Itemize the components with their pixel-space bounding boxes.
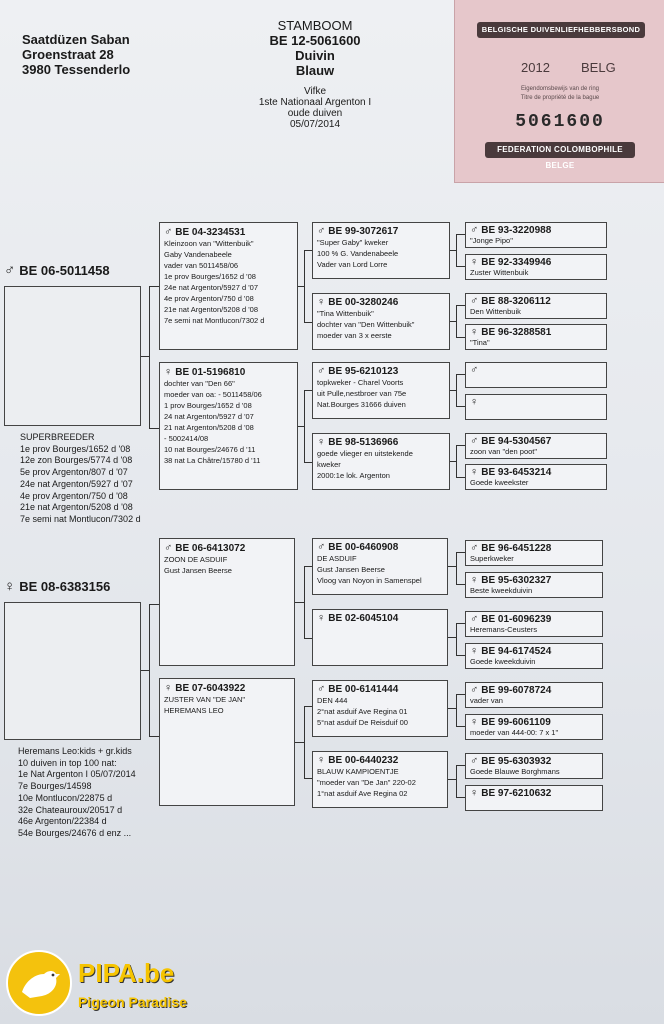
connector (149, 736, 159, 737)
subject-achievement: 1ste Nationaal Argenton I (258, 97, 372, 108)
gen4-box (465, 222, 607, 248)
pedigree-line: 1e prov Bourges/1652 d '08 (164, 272, 256, 281)
dam-record: 7e Bourges/14598 (18, 781, 92, 792)
connector (456, 797, 465, 798)
pedigree-line: moeder van 3 x eerste (317, 331, 392, 340)
pedigree-line: Beste kweekduivin (470, 586, 533, 595)
subject-color: Blauw (295, 63, 335, 78)
pedigree-line: 7e semi nat Montlucon/7302 d (164, 316, 265, 325)
connector (456, 374, 457, 406)
male-icon: ♂ (470, 364, 479, 376)
pedigree-header (220, 18, 410, 130)
gen4-box (465, 682, 603, 708)
pedigree-line: Heremans-Ceusters (470, 625, 538, 634)
subject-date: 05/07/2014 (289, 119, 341, 130)
male-icon: ♂ (4, 262, 16, 279)
gen3-box (312, 538, 448, 595)
female-icon: ♀ (164, 366, 173, 378)
ring-number: BE 96-6451228 (481, 543, 552, 554)
male-icon: ♂ (470, 613, 479, 625)
gen3-box (312, 680, 448, 737)
owner-name: Saatdüzen Saban (22, 32, 130, 47)
connector (456, 337, 465, 338)
subject-ring: BE 12-5061600 (269, 33, 361, 48)
connector (456, 765, 465, 766)
ring-number: BE 95-6210123 (328, 366, 399, 377)
ring-number: BE 94-5304567 (481, 436, 552, 447)
gen2-box-sire-dam (159, 362, 298, 490)
pedigree-line: Nat.Bourges 31666 duiven (317, 400, 406, 409)
pigeon-icon (6, 950, 72, 1016)
sire-heading (4, 262, 110, 280)
pedigree-line: topkweker - Charel Voorts (317, 378, 404, 387)
male-icon: ♂ (470, 542, 479, 554)
connector (304, 706, 312, 707)
pedigree-line: vader van 5011458/06 (164, 261, 239, 270)
female-icon: ♀ (470, 716, 479, 728)
sire-photo-frame (4, 286, 141, 426)
ring-number: BE 00-6460908 (328, 542, 399, 553)
female-icon: ♀ (4, 578, 16, 595)
male-icon: ♂ (317, 541, 326, 553)
connector (456, 694, 457, 726)
connector (456, 477, 465, 478)
owner-street: Groenstraat 28 (22, 47, 114, 62)
dam-record: 54e Bourges/24676 d enz ... (18, 827, 132, 838)
certificate-line2: Titre de propriété de la bague (520, 95, 600, 101)
pedigree-line: moeder van 444-00: 7 x 1" (470, 728, 559, 737)
connector (141, 670, 149, 671)
connector (304, 778, 312, 779)
female-icon: ♀ (317, 436, 326, 448)
gen4-box (465, 572, 603, 598)
ring-number: BE 01-5196810 (175, 367, 246, 378)
gen4-box (465, 785, 603, 811)
connector (149, 286, 159, 287)
male-icon: ♂ (317, 365, 326, 377)
gen2-box-sire-sire (159, 222, 298, 350)
certificate-year: 2012 (521, 60, 550, 75)
dam-record: 46e Argenton/22384 d (18, 816, 107, 827)
pedigree-line: BLAUW KAMPIOENTJE (317, 767, 399, 776)
pedigree-line: 10 nat Bourges/24676 d '11 (164, 445, 256, 454)
pedigree-line: 1 prov Bourges/1652 d '08 (164, 401, 252, 410)
dam-record: 10 duiven in top 100 nat: (18, 757, 117, 768)
male-icon: ♂ (470, 755, 479, 767)
subject-name: Vifke (303, 86, 327, 97)
pedigree-line: goede vlieger en uitstekende (317, 449, 413, 458)
female-icon: ♀ (470, 466, 479, 478)
connector (304, 566, 305, 638)
dam-record: Heremans Leo:kids + gr.kids (18, 746, 132, 756)
ring-number: BE 00-3280246 (328, 297, 399, 308)
certificate-line1: Eigendomsbewijs van de ring (520, 86, 600, 92)
pedigree-line: Gust Jansen Beerse (164, 566, 232, 575)
connector (456, 406, 465, 407)
male-icon: ♂ (470, 224, 479, 236)
connector (456, 552, 457, 584)
connector (456, 445, 457, 477)
female-icon: ♀ (470, 396, 479, 408)
connector (456, 305, 457, 337)
sire-record: 1e prov Bourges/1652 d '08 (20, 443, 131, 454)
gen2-box-dam-dam (159, 678, 295, 806)
logo-tagline: Pigeon Paradise (78, 994, 187, 1010)
pedigree-line: Gust Jansen Beerse (317, 565, 385, 574)
connector (149, 604, 159, 605)
male-icon: ♂ (164, 542, 173, 554)
pedigree-line: 1°nat asduif Ave Regina 02 (317, 789, 408, 798)
connector (295, 602, 304, 603)
dam-record: 1e Nat Argenton I 05/07/2014 (18, 769, 136, 780)
ring-number: BE 07-6043922 (175, 683, 246, 694)
ring-number: BE 95-6303932 (481, 756, 552, 767)
ring-number: BE 88-3206112 (481, 296, 551, 307)
pedigree-line: 38 nat La Châtre/15780 d '11 (164, 456, 261, 465)
pedigree-line: 21e nat Argenton/5208 d '08 (164, 305, 259, 314)
connector (149, 604, 150, 736)
connector (304, 462, 312, 463)
ring-number: BE 01-6096239 (481, 614, 552, 625)
female-icon: ♀ (470, 787, 479, 799)
ring-number: BE 02-6045104 (328, 613, 399, 624)
gen3-box (312, 751, 448, 808)
gen3-box (312, 293, 450, 350)
connector (456, 234, 465, 235)
connector (456, 445, 465, 446)
pedigree-line: Gaby Vandenabeele (164, 250, 232, 259)
ring-number: BE 99-6061109 (481, 717, 551, 728)
female-icon: ♀ (470, 326, 479, 338)
gen4-box (465, 464, 607, 490)
ring-number: BE 95-6302327 (481, 575, 552, 586)
pedigree-line: - 5002414/08 (164, 434, 209, 443)
male-icon: ♂ (317, 683, 326, 695)
gen3-box (312, 362, 450, 419)
gen4-box (465, 324, 607, 350)
logo-brand: PIPA.be (78, 958, 175, 988)
male-icon: ♂ (470, 684, 479, 696)
ring-number: BE 96-3288581 (481, 327, 552, 338)
pedigree-line: moeder van oa: - 5011458/06 (164, 390, 262, 399)
dam-record: 10e Montlucon/22875 d (18, 792, 113, 803)
sire-record: 21e nat Argenton/5208 d '08 (20, 502, 133, 513)
connector (304, 706, 305, 778)
certificate-bottom-banner: FEDERATION COLOMBOPHILE BELGE (485, 142, 635, 158)
sire-record: SUPERBREEDER (20, 432, 95, 442)
connector (456, 623, 457, 655)
dam-heading (4, 578, 110, 596)
dam-photo-frame (4, 602, 141, 740)
sire-record: 4e prov Argenton/750 d '08 (20, 490, 128, 501)
ring-number: BE 94-6174524 (481, 646, 552, 657)
ring-number: BE 93-3220988 (481, 225, 552, 236)
pedigree-line: 21 nat Argenton/5208 d '08 (164, 423, 254, 432)
gen4-box (465, 362, 607, 388)
female-icon: ♀ (317, 754, 326, 766)
male-icon: ♂ (470, 295, 479, 307)
pedigree-line: dochter van "Den Wittenbuik" (317, 320, 415, 329)
sire-records (20, 432, 141, 526)
pedigree-line: ZUSTER VAN "DE JAN" (164, 695, 246, 704)
gen4-box (465, 643, 603, 669)
certificate-number: 5061600 (515, 112, 605, 132)
owner-city: 3980 Tessenderlo (22, 62, 131, 77)
sire-record: 5e prov Argenton/807 d '07 (20, 467, 128, 478)
pedigree-line: ZOON DE ASDUIF (164, 555, 228, 564)
pedigree-line: Goede kweekster (470, 478, 529, 487)
gen3-box (312, 222, 450, 279)
connector (456, 694, 465, 695)
sire-record: 7e semi nat Montlucon/7302 d (20, 513, 141, 524)
connector (456, 655, 465, 656)
page-title: STAMBOOM (277, 18, 353, 33)
subject-category: oude duiven (287, 108, 343, 119)
gen4-box (465, 611, 603, 637)
connector (456, 374, 465, 375)
gen4-box (465, 714, 603, 740)
female-icon: ♀ (470, 256, 479, 268)
pedigree-line: Kleinzoon van "Wittenbuik" (164, 239, 254, 248)
connector (304, 322, 312, 323)
connector (304, 566, 312, 567)
pedigree-line: "Tina Wittenbuik" (317, 309, 374, 318)
pedigree-line: 2°nat asduif Ave Regina 01 (317, 707, 408, 716)
pedigree-line: 4e prov Argenton/750 d '08 (164, 294, 254, 303)
pedigree-line: "Jonge Pipo" (470, 236, 513, 245)
pedigree-line: Zuster Wittenbuik (470, 268, 529, 277)
sire-record: 12e zon Bourges/5774 d '08 (20, 455, 133, 466)
pedigree-line: dochter van "Den 66" (164, 379, 235, 388)
pedigree-line: 24 nat Argenton/5927 d '07 (164, 412, 254, 421)
ring-number: BE 99-3072617 (328, 226, 399, 237)
pedigree-line: DE ASDUIF (317, 554, 357, 563)
pipa-logo (6, 950, 186, 1020)
dam-record: 32e Chateauroux/20517 d (18, 804, 123, 815)
gen3-box (312, 433, 450, 490)
pedigree-line: uit Pulle,nestbroer van 75e (317, 389, 407, 398)
pedigree-line: "moeder van "De Jan" 220-02 (317, 778, 416, 787)
male-icon: ♂ (164, 226, 173, 238)
male-icon: ♂ (470, 435, 479, 447)
ring-number: BE 00-6141444 (328, 684, 399, 695)
connector (448, 779, 456, 780)
pedigree-line: 2000:1e lok. Argenton (317, 471, 390, 480)
female-icon: ♀ (164, 682, 173, 694)
male-icon: ♂ (317, 225, 326, 237)
ring-number: BE 98-5136966 (328, 437, 399, 448)
connector (456, 266, 465, 267)
connector (304, 250, 312, 251)
pedigree-line: kweker (317, 460, 341, 469)
sire-record: 24e nat Argenton/5927 d '07 (20, 478, 133, 489)
connector (295, 742, 304, 743)
connector (456, 584, 465, 585)
ring-number: BE 92-3349946 (481, 257, 552, 268)
connector (141, 356, 149, 357)
pedigree-line: HEREMANS LEO (164, 706, 224, 715)
ring-number: BE 04-3234531 (175, 227, 246, 238)
connector (456, 765, 457, 797)
owner-address (22, 32, 130, 77)
female-icon: ♀ (470, 574, 479, 586)
ring-number: BE 93-6453214 (481, 467, 552, 478)
pedigree-line: Goede Blauwe Borghmans (470, 767, 560, 776)
gen4-box (465, 540, 603, 566)
connector (149, 286, 150, 428)
gen2-box-dam-sire (159, 538, 295, 666)
sire-ring: BE 06-5011458 (19, 263, 110, 278)
connector (448, 637, 456, 638)
ring-number: BE 06-6413072 (175, 543, 246, 554)
connector (448, 708, 456, 709)
ring-certificate (454, 0, 664, 183)
female-icon: ♀ (317, 612, 326, 624)
pedigree-line: Den Wittenbuik (470, 307, 521, 316)
subject-sex: Duivin (295, 48, 335, 63)
connector (456, 552, 465, 553)
pedigree-line: 5°nat asduif De Reisduif 00 (317, 718, 408, 727)
pedigree-line: Goede kweekduivin (470, 657, 536, 666)
ring-number: BE 99-6078724 (481, 685, 552, 696)
certificate-top-banner: BELGISCHE DUIVENLIEFHEBBERSBOND (477, 22, 645, 38)
pedigree-line: Vloog van Noyon in Samenspel (317, 576, 422, 585)
connector (456, 623, 465, 624)
dam-records (18, 746, 136, 840)
connector (304, 250, 305, 322)
pedigree-line: "Tina" (470, 338, 490, 347)
female-icon: ♀ (470, 645, 479, 657)
gen4-box (465, 433, 607, 459)
gen4-box (465, 753, 603, 779)
connector (304, 638, 312, 639)
pedigree-line: Superkweker (470, 554, 514, 563)
gen4-box (465, 293, 607, 319)
gen4-box (465, 254, 607, 280)
pedigree-line: "Super Gaby" kweker (317, 238, 389, 247)
connector (456, 305, 465, 306)
pedigree-line: 100 % G. Vandenabeele (317, 249, 399, 258)
ring-number: BE 97-6210632 (481, 788, 552, 799)
dam-ring: BE 08-6383156 (19, 579, 111, 594)
connector (304, 390, 305, 462)
gen4-box (465, 394, 607, 420)
connector (448, 566, 456, 567)
connector (149, 428, 159, 429)
pedigree-line: DEN 444 (317, 696, 348, 705)
pedigree-line: zoon van "den poot" (470, 447, 538, 456)
certificate-country: BELG (581, 60, 616, 75)
connector (304, 390, 312, 391)
connector (456, 726, 465, 727)
pedigree-line: Vader van Lord Lorre (317, 260, 388, 269)
connector (456, 234, 457, 266)
gen3-box (312, 609, 448, 666)
female-icon: ♀ (317, 296, 326, 308)
pedigree-line: vader van (470, 696, 503, 705)
pedigree-line: 24e nat Argenton/5927 d '07 (164, 283, 259, 292)
ring-number: BE 00-6440232 (328, 755, 399, 766)
